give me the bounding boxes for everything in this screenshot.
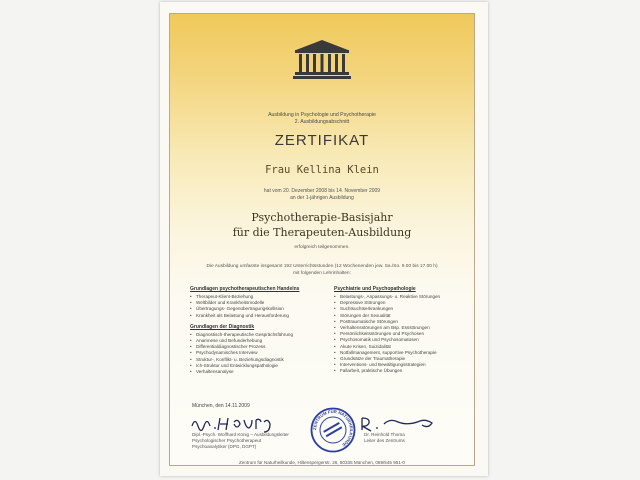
- curriculum-item: • Verhaltensanalyse: [190, 369, 330, 375]
- curriculum-item: • Depressive Störungen: [334, 300, 474, 306]
- program-name: [170, 210, 474, 240]
- curriculum-item: • Persönlichkeitsstörungen und Psychosen: [334, 331, 474, 337]
- curriculum-item: • Fallarbeit, praktische Übungen: [334, 368, 474, 374]
- curriculum-item: • Therapeut-Klient-Beziehung: [190, 294, 330, 300]
- right-signer-title: Leiter des Zentrums: [364, 438, 405, 443]
- curriculum-item: • Posttraumatische Störungen: [334, 319, 474, 325]
- official-stamp-icon: [310, 407, 356, 453]
- recipient-name: Frau Kellina Klein: [265, 164, 379, 176]
- curriculum-item: • Belastungs-, Anpassungs- u. Reaktive Störungen: [334, 294, 474, 300]
- place-and-date: München, den 14.11.2009: [192, 403, 250, 409]
- curriculum-item: • Struktur-, Konflikt- u. Beziehungsdiagnostik: [190, 357, 330, 363]
- dates-line-2: an der 1-jährigen Ausbildung: [290, 195, 354, 201]
- curriculum-section: [190, 324, 330, 375]
- curriculum-item: • Krankheit als Belastung und Herausforderung: [190, 313, 330, 319]
- footer-address: Zentrum für Naturheilkunde, Hiltenspergerstr. 26, 80335 München, 089/545 951-0: [239, 460, 405, 465]
- curriculum-item: • Akute Krisen, Suizidalität: [334, 344, 474, 350]
- scope-line-1: Die Ausbildung umfasste insgesamt 192 Unterrichtsstunden (12 Wochenenden jew. Sa./So. 9.00 bis 17.00 h): [206, 264, 438, 269]
- dates-line-1: hat vom 20. Dezember 2008 bis 14. November 2009: [263, 188, 381, 194]
- curriculum-item: • Grundsätze der Traumatherapie: [334, 356, 474, 362]
- curriculum-section: [334, 286, 474, 375]
- curriculum-item: • Psychosomatik und Psychosomatosen: [334, 337, 474, 343]
- curriculum-item: • Übertragungs- Gegenübertragungskollision: [190, 306, 330, 312]
- temple-icon: [292, 38, 352, 80]
- curriculum-item: • Diagnostisch-therapeutische Gesprächsführung: [190, 332, 330, 338]
- scope-line-2: mit folgenden Lehrinhalten:: [293, 270, 351, 276]
- attendance-dates: [170, 188, 474, 202]
- curriculum-item: • Differentialdiagnostischer Prozess: [190, 344, 330, 350]
- left-signature: [190, 414, 280, 434]
- curriculum-item: • Anamnese und Befunderhebung: [190, 338, 330, 344]
- curriculum-item: • Psychodynamisches Interview: [190, 350, 330, 356]
- program-subtitle: [170, 112, 474, 126]
- certificate-frame: [169, 13, 475, 466]
- section-heading: Psychiatrie und Psychopathologie: [334, 286, 416, 292]
- stamp-text: ZENTRUM FÜR NATURHEILKUNDE: [311, 408, 355, 448]
- program-line-2: für die Therapeuten-Ausbildung: [232, 226, 412, 239]
- program-line-1: Psychotherapie-Basisjahr: [251, 211, 393, 224]
- training-scope: [170, 264, 474, 277]
- certificate-title: ZERTIFIKAT: [274, 132, 370, 149]
- left-signer-block: [192, 432, 289, 450]
- curriculum-item: • Verhaltensstörungen am Bsp. Essstörungen: [334, 325, 474, 331]
- curriculum-item: • Interventions- und Bewältigungsstrategien: [334, 362, 474, 368]
- left-signer-name: Dipl.-Psych. Wolfhard König – Ausbildungsleiter: [192, 432, 289, 437]
- section-heading: Grundlagen psychotherapeutischen Handelns: [190, 286, 300, 292]
- subtitle-line-1: Ausbildung in Psychologie und Psychotherapie: [268, 112, 376, 118]
- completion-note: erfolgreich teilgenommen.: [294, 245, 350, 250]
- section-heading: Grundlagen der Diagnostik: [190, 323, 255, 330]
- curriculum-item: • Notfallmanagement, supportive Psychotherapie: [334, 350, 474, 356]
- curriculum-item: • Weltbilder und Krankheitsmodelle: [190, 300, 330, 306]
- curriculum-left-column: [190, 286, 330, 380]
- right-signer-block: [364, 432, 405, 444]
- certificate-paper: [160, 2, 488, 476]
- curriculum-item: • Ich-Struktur und Entwicklungspathologie: [190, 363, 330, 369]
- curriculum-section: [190, 286, 330, 319]
- curriculum-right-column: [334, 286, 474, 380]
- subtitle-line-2: 2. Ausbildungsabschnitt: [294, 119, 350, 125]
- right-signature: [358, 414, 438, 434]
- left-signer-title: Psychologischer Psychotherapeut: [192, 438, 262, 443]
- right-signer-name: Dr. Reinhold Thoma: [364, 432, 405, 437]
- curriculum-item: • Störungen der Sexualität: [334, 313, 474, 319]
- left-signer-title: Psychoanalytiker (DPG, DGPT): [192, 444, 257, 449]
- curriculum-item: • Suchtsuchtserkrankungen: [334, 306, 474, 312]
